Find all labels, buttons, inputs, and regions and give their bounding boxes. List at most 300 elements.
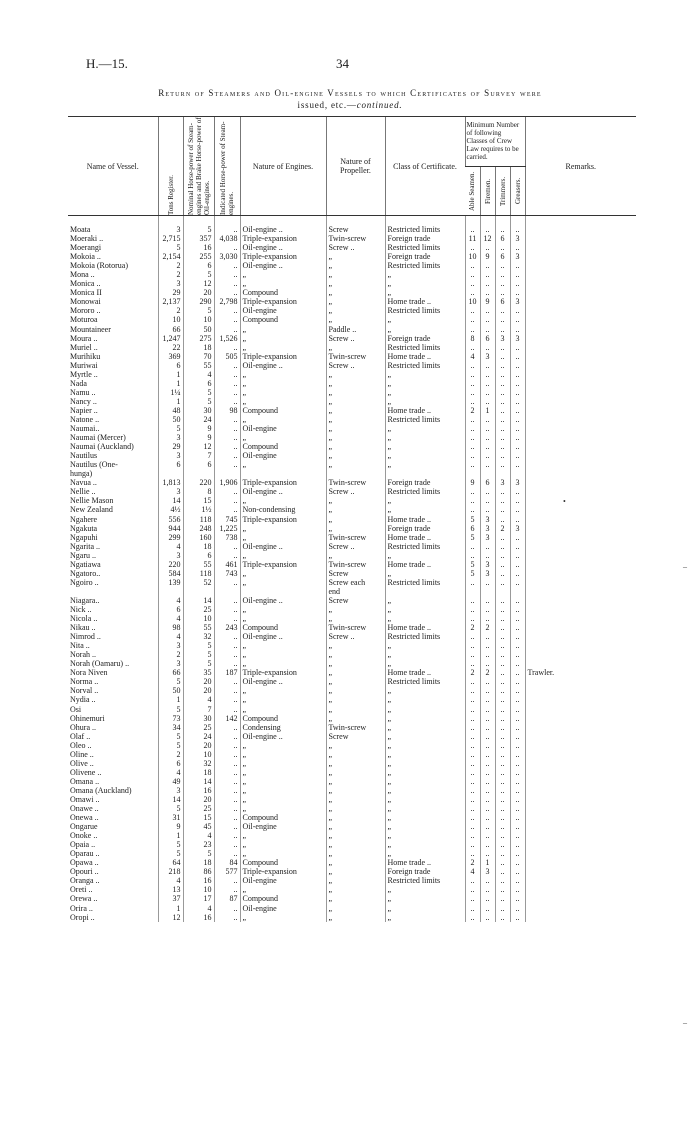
- greasers-cell: ..: [510, 279, 525, 288]
- indicated-hp-cell: ..: [214, 424, 240, 433]
- greasers-cell: ..: [510, 496, 525, 505]
- vessel-name-cell: Ngahere: [70, 514, 98, 524]
- greasers-cell: ..: [510, 686, 525, 695]
- vessel-name-cell: Monica II: [70, 288, 102, 298]
- trimmers-cell: ..: [495, 460, 510, 469]
- propeller-type-cell: „: [326, 768, 385, 777]
- certificate-class-cell: „: [385, 315, 465, 324]
- indicated-hp-cell: 3,030: [214, 252, 240, 261]
- engine-type-cell: „: [240, 605, 326, 614]
- remarks-cell: [525, 641, 636, 650]
- nominal-hp-cell: 14: [183, 777, 214, 786]
- vessel-name-cell: Oparau ..: [70, 849, 100, 859]
- vessel-name-cell: Opaia ..: [70, 840, 96, 850]
- nominal-hp-cell: 55: [183, 623, 214, 632]
- able-seamen-cell: ..: [465, 723, 480, 732]
- col-engines-header: Nature of Engines.: [240, 117, 326, 216]
- table-row: [68, 867, 636, 876]
- able-seamen-cell: ..: [465, 614, 480, 623]
- certificate-class-cell: Restricted limits: [385, 578, 465, 587]
- nominal-hp-cell: 32: [183, 632, 214, 641]
- nominal-hp-cell: 4: [183, 370, 214, 379]
- engine-type-cell: „: [240, 460, 326, 469]
- trimmers-cell: ..: [495, 279, 510, 288]
- vessel-name-cell: Naumai (Mercer): [70, 433, 126, 443]
- able-seamen-cell: ..: [465, 424, 480, 433]
- certificate-class-cell: „: [385, 397, 465, 406]
- engine-type-cell: „: [240, 849, 326, 858]
- table-row: [68, 650, 636, 659]
- greasers-cell: ..: [510, 306, 525, 315]
- certificate-class-cell: „: [385, 913, 465, 922]
- remarks-cell: [525, 704, 636, 713]
- engine-type-cell: „: [240, 741, 326, 750]
- able-seamen-cell: 9: [465, 478, 480, 487]
- tons-register-cell: 14: [158, 795, 183, 804]
- nominal-hp-cell: 357: [183, 234, 214, 243]
- indicated-hp-cell: ..: [214, 723, 240, 732]
- certificate-class-cell: Home trade ..: [385, 515, 465, 524]
- nominal-hp-cell: 10: [183, 750, 214, 759]
- greasers-cell: ..: [510, 768, 525, 777]
- firemen-cell: ..: [480, 225, 495, 234]
- greasers-cell: ..: [510, 325, 525, 334]
- indicated-hp-cell: ..: [214, 804, 240, 813]
- table-row: [68, 723, 636, 732]
- trimmers-cell: ..: [495, 723, 510, 732]
- able-seamen-cell: ..: [465, 650, 480, 659]
- table-row: [68, 632, 636, 641]
- able-seamen-cell: ..: [465, 225, 480, 234]
- greasers-cell: ..: [510, 668, 525, 677]
- table-row: [68, 279, 636, 288]
- col-trimmers-header: [495, 166, 510, 216]
- remarks-cell: [525, 695, 636, 704]
- engine-type-cell: „: [240, 831, 326, 840]
- vessel-name-cell: Ngatoro..: [70, 568, 101, 578]
- engine-type-cell: „: [240, 750, 326, 759]
- tons-register-cell: 6: [158, 759, 183, 768]
- able-seamen-cell: ..: [465, 913, 480, 922]
- trimmers-cell: ..: [495, 668, 510, 677]
- col-trimmers-label: Trimmers.: [498, 176, 507, 206]
- trimmers-cell: [495, 469, 510, 478]
- greasers-cell: ..: [510, 822, 525, 831]
- table-row: [68, 288, 636, 297]
- engine-type-cell: „: [240, 524, 326, 533]
- vessel-name-cell: Muriwai: [70, 360, 98, 370]
- greasers-cell: ..: [510, 867, 525, 876]
- remarks-cell: [525, 433, 636, 442]
- engine-type-cell: Compound: [240, 406, 326, 415]
- vessel-name-cell: Naumai..: [70, 424, 100, 434]
- able-seamen-cell: 4: [465, 867, 480, 876]
- certificate-class-cell: Restricted limits: [385, 225, 465, 234]
- nominal-hp-cell: 5: [183, 306, 214, 315]
- propeller-type-cell: Twin-screw: [326, 560, 385, 569]
- firemen-cell: ..: [480, 361, 495, 370]
- table-row: [68, 469, 636, 478]
- able-seamen-cell: ..: [465, 786, 480, 795]
- indicated-hp-cell: ..: [214, 641, 240, 650]
- engine-type-cell: „: [240, 795, 326, 804]
- greasers-cell: ..: [510, 913, 525, 922]
- engine-type-cell: „: [240, 659, 326, 668]
- certificate-class-cell: „: [385, 714, 465, 723]
- certificate-class-cell: Restricted limits: [385, 876, 465, 885]
- table-row: [68, 406, 636, 415]
- remarks-cell: [525, 813, 636, 822]
- indicated-hp-cell: ..: [214, 704, 240, 713]
- indicated-hp-cell: [214, 469, 240, 478]
- propeller-type-cell: „: [326, 695, 385, 704]
- able-seamen-cell: ..: [465, 849, 480, 858]
- greasers-cell: ..: [510, 424, 525, 433]
- remarks-cell: [525, 397, 636, 406]
- tons-register-cell: 3: [158, 433, 183, 442]
- firemen-cell: ..: [480, 288, 495, 297]
- certificate-class-cell: „: [385, 795, 465, 804]
- propeller-type-cell: „: [326, 270, 385, 279]
- propeller-type-cell: end: [326, 587, 385, 596]
- propeller-type-cell: [326, 469, 385, 478]
- able-seamen-cell: ..: [465, 442, 480, 451]
- certificate-class-cell: „: [385, 325, 465, 334]
- greasers-cell: ..: [510, 270, 525, 279]
- vessel-name-cell: Opouri ..: [70, 867, 99, 877]
- remarks-cell: [525, 505, 636, 514]
- nominal-hp-cell: 18: [183, 343, 214, 352]
- tons-register-cell: 4: [158, 632, 183, 641]
- indicated-hp-cell: ..: [214, 460, 240, 469]
- firemen-cell: ..: [480, 677, 495, 686]
- remarks-cell: [525, 858, 636, 867]
- nominal-hp-cell: 6: [183, 261, 214, 270]
- firemen-cell: ..: [480, 505, 495, 514]
- greasers-cell: ..: [510, 858, 525, 867]
- remarks-cell: [525, 840, 636, 849]
- able-seamen-cell: ..: [465, 496, 480, 505]
- able-seamen-cell: 5: [465, 569, 480, 578]
- certificate-class-cell: „: [385, 750, 465, 759]
- trimmers-cell: ..: [495, 795, 510, 804]
- engine-type-cell: „: [240, 569, 326, 578]
- vessel-name-cell: Natone ..: [70, 415, 100, 424]
- tons-register-cell: 13: [158, 885, 183, 894]
- trimmers-cell: 6: [495, 297, 510, 306]
- remarks-cell: [525, 325, 636, 334]
- table-row: [68, 714, 636, 723]
- able-seamen-cell: ..: [465, 777, 480, 786]
- firemen-cell: ..: [480, 904, 495, 913]
- nominal-hp-cell: 17: [183, 894, 214, 903]
- remarks-cell: [525, 343, 636, 352]
- indicated-hp-cell: 187: [214, 668, 240, 677]
- trimmers-cell: ..: [495, 343, 510, 352]
- table-row: [68, 813, 636, 822]
- firemen-cell: 2: [480, 623, 495, 632]
- nominal-hp-cell: 9: [183, 424, 214, 433]
- able-seamen-cell: ..: [465, 578, 480, 587]
- tons-register-cell: 34: [158, 723, 183, 732]
- engine-type-cell: Oil-engine ..: [240, 361, 326, 370]
- trimmers-cell: ..: [495, 714, 510, 723]
- nominal-hp-cell: 52: [183, 578, 214, 587]
- firemen-cell: ..: [480, 894, 495, 903]
- certificate-class-cell: Foreign trade: [385, 334, 465, 343]
- table-row: [68, 894, 636, 903]
- nominal-hp-cell: 20: [183, 795, 214, 804]
- indicated-hp-cell: ..: [214, 578, 240, 587]
- certificate-class-cell: Foreign trade: [385, 252, 465, 261]
- able-seamen-cell: ..: [465, 505, 480, 514]
- firemen-cell: 3: [480, 560, 495, 569]
- greasers-cell: ..: [510, 831, 525, 840]
- table-row: [68, 515, 636, 524]
- able-seamen-cell: ..: [465, 605, 480, 614]
- firemen-cell: ..: [480, 741, 495, 750]
- vessel-name-cell: Navua ..: [70, 478, 97, 488]
- propeller-type-cell: Screw ..: [326, 243, 385, 252]
- able-seamen-cell: ..: [465, 840, 480, 849]
- remarks-cell: [525, 759, 636, 768]
- nominal-hp-cell: 16: [183, 786, 214, 795]
- propeller-type-cell: „: [326, 858, 385, 867]
- engine-type-cell: Oil-engine: [240, 904, 326, 913]
- greasers-cell: ..: [510, 225, 525, 234]
- nominal-hp-cell: 30: [183, 406, 214, 415]
- margin-dash: –: [683, 562, 687, 571]
- vessel-name-cell: Nora Niven: [70, 668, 108, 678]
- indicated-hp-cell: ..: [214, 542, 240, 551]
- vessel-name-cell: Ngakuta: [70, 523, 98, 533]
- propeller-type-cell: Twin-screw: [326, 623, 385, 632]
- remarks-cell: [525, 596, 636, 605]
- engine-type-cell: Triple-expansion: [240, 234, 326, 243]
- trimmers-cell: ..: [495, 686, 510, 695]
- greasers-cell: ..: [510, 641, 525, 650]
- propeller-type-cell: „: [326, 641, 385, 650]
- propeller-type-cell: „: [326, 831, 385, 840]
- firemen-cell: ..: [480, 596, 495, 605]
- remarks-cell: [525, 804, 636, 813]
- able-seamen-cell: ..: [465, 659, 480, 668]
- greasers-cell: ..: [510, 732, 525, 741]
- greasers-cell: ..: [510, 596, 525, 605]
- able-seamen-cell: ..: [465, 343, 480, 352]
- indicated-hp-cell: ..: [214, 831, 240, 840]
- trimmers-cell: ..: [495, 315, 510, 324]
- remarks-cell: [525, 560, 636, 569]
- indicated-hp-cell: ..: [214, 415, 240, 424]
- firemen-cell: ..: [480, 795, 495, 804]
- tons-register-cell: 6: [158, 361, 183, 370]
- propeller-type-cell: „: [326, 904, 385, 913]
- engine-type-cell: Compound: [240, 442, 326, 451]
- nominal-hp-cell: 220: [183, 478, 214, 487]
- table-row: [68, 352, 636, 361]
- vessel-name-cell: Omana (Auckland): [70, 785, 132, 795]
- vessel-name-cell: Moata: [70, 225, 91, 235]
- remarks-cell: [525, 741, 636, 750]
- vessel-name-cell: Monica ..: [70, 279, 101, 289]
- trimmers-cell: ..: [495, 406, 510, 415]
- tons-register-cell: 37: [158, 894, 183, 903]
- certificate-class-cell: „: [385, 496, 465, 505]
- firemen-cell: 9: [480, 252, 495, 261]
- greasers-cell: ..: [510, 695, 525, 704]
- trimmers-cell: ..: [495, 225, 510, 234]
- vessel-return-table: [68, 116, 636, 922]
- propeller-type-cell: „: [326, 668, 385, 677]
- firemen-cell: 6: [480, 334, 495, 343]
- propeller-type-cell: „: [326, 551, 385, 560]
- table-row: [68, 913, 636, 922]
- tons-register-cell: 1¼: [158, 388, 183, 397]
- propeller-type-cell: „: [326, 306, 385, 315]
- vessel-name-cell: Nellie ..: [70, 487, 96, 497]
- firemen-cell: ..: [480, 786, 495, 795]
- vessel-name-cell: Naumai (Auckland): [70, 442, 134, 452]
- certificate-class-cell: „: [385, 732, 465, 741]
- table-row: [68, 415, 636, 424]
- certificate-class-cell: „: [385, 505, 465, 514]
- engine-type-cell: „: [240, 759, 326, 768]
- vessel-name-cell: Nita ..: [70, 641, 90, 651]
- firemen-cell: ..: [480, 542, 495, 551]
- trimmers-cell: ..: [495, 894, 510, 903]
- remarks-cell: [525, 777, 636, 786]
- propeller-type-cell: „: [326, 741, 385, 750]
- vessel-name-cell: Nancy ..: [70, 396, 97, 406]
- certificate-class-cell: „: [385, 596, 465, 605]
- indicated-hp-cell: ..: [214, 442, 240, 451]
- remarks-cell: [525, 578, 636, 587]
- tons-register-cell: 556: [158, 515, 183, 524]
- engine-type-cell: Oil-engine: [240, 451, 326, 460]
- table-row: [68, 451, 636, 460]
- trimmers-cell: ..: [495, 306, 510, 315]
- engine-type-cell: Oil-engine ..: [240, 261, 326, 270]
- indicated-hp-cell: ..: [214, 695, 240, 704]
- col-indicated-hp-header: [214, 117, 240, 216]
- remarks-cell: [525, 677, 636, 686]
- remarks-cell: [525, 515, 636, 524]
- able-seamen-cell: ..: [465, 415, 480, 424]
- tons-register-cell: 10: [158, 315, 183, 324]
- indicated-hp-cell: ..: [214, 288, 240, 297]
- engine-type-cell: Oil-engine ..: [240, 596, 326, 605]
- tons-register-cell: 3: [158, 786, 183, 795]
- table-row: [68, 741, 636, 750]
- engine-type-cell: „: [240, 686, 326, 695]
- firemen-cell: ..: [480, 876, 495, 885]
- engine-type-cell: „: [240, 695, 326, 704]
- greasers-cell: [510, 469, 525, 478]
- trimmers-cell: ..: [495, 831, 510, 840]
- certificate-class-cell: „: [385, 442, 465, 451]
- indicated-hp-cell: ..: [214, 750, 240, 759]
- vessel-name-cell: Nydia ..: [70, 695, 96, 705]
- col-certificate-header: Class of Certificate.: [385, 117, 465, 216]
- indicated-hp-cell: ..: [214, 496, 240, 505]
- tons-register-cell: 5: [158, 849, 183, 858]
- propeller-type-cell: „: [326, 505, 385, 514]
- engine-type-cell: „: [240, 496, 326, 505]
- firemen-cell: ..: [480, 379, 495, 388]
- indicated-hp-cell: ..: [214, 786, 240, 795]
- propeller-type-cell: „: [326, 813, 385, 822]
- nominal-hp-cell: 12: [183, 442, 214, 451]
- certificate-class-cell: „: [385, 614, 465, 623]
- trimmers-cell: ..: [495, 596, 510, 605]
- propeller-type-cell: „: [326, 397, 385, 406]
- able-seamen-cell: 10: [465, 297, 480, 306]
- trimmers-cell: ..: [495, 786, 510, 795]
- vessel-name-cell: Norah (Oamaru) ..: [70, 659, 130, 669]
- engine-type-cell: „: [240, 804, 326, 813]
- firemen-cell: [480, 469, 495, 478]
- tons-register-cell: 2,137: [158, 297, 183, 306]
- firemen-cell: ..: [480, 306, 495, 315]
- nominal-hp-cell: 32: [183, 759, 214, 768]
- indicated-hp-cell: ..: [214, 279, 240, 288]
- col-nominal-hp-header: [183, 117, 214, 216]
- remarks-cell: [525, 650, 636, 659]
- table-row: [68, 677, 636, 686]
- indicated-hp-cell: ..: [214, 451, 240, 460]
- indicated-hp-cell: ..: [214, 343, 240, 352]
- trimmers-cell: ..: [495, 451, 510, 460]
- certificate-class-cell: „: [385, 759, 465, 768]
- table-body: [68, 216, 636, 922]
- table-row: [68, 551, 636, 560]
- certificate-class-cell: Restricted limits: [385, 632, 465, 641]
- remarks-cell: [525, 406, 636, 415]
- table-row: [68, 343, 636, 352]
- certificate-class-cell: [385, 469, 465, 478]
- firemen-cell: ..: [480, 659, 495, 668]
- tons-register-cell: 5: [158, 704, 183, 713]
- greasers-cell: ..: [510, 876, 525, 885]
- able-seamen-cell: ..: [465, 596, 480, 605]
- vessel-name-cell: Mororo ..: [70, 306, 101, 316]
- firemen-cell: ..: [480, 451, 495, 460]
- engine-type-cell: „: [240, 370, 326, 379]
- propeller-type-cell: „: [326, 261, 385, 270]
- certificate-class-cell: „: [385, 777, 465, 786]
- remarks-cell: [525, 623, 636, 632]
- able-seamen-cell: ..: [465, 677, 480, 686]
- remarks-cell: [525, 261, 636, 270]
- crew-group-header: Minimum Number of following Classes of Crew Law requires to be carried.: [465, 117, 525, 167]
- vessel-name-cell: Mokoia (Rotorua): [70, 261, 128, 271]
- greasers-cell: ..: [510, 560, 525, 569]
- greasers-cell: ..: [510, 578, 525, 587]
- engine-type-cell: „: [240, 704, 326, 713]
- col-seamen-label: Able Seamen.: [468, 171, 477, 211]
- tons-register-cell: 299: [158, 533, 183, 542]
- propeller-type-cell: Screw ..: [326, 361, 385, 370]
- certificate-class-cell: „: [385, 768, 465, 777]
- vessel-name-cell: Olive ..: [70, 758, 94, 768]
- nominal-hp-cell: 5: [183, 225, 214, 234]
- firemen-cell: ..: [480, 315, 495, 324]
- nominal-hp-cell: 6: [183, 460, 214, 469]
- remarks-cell: [525, 587, 636, 596]
- margin-dot: •: [563, 497, 566, 506]
- tons-register-cell: 29: [158, 288, 183, 297]
